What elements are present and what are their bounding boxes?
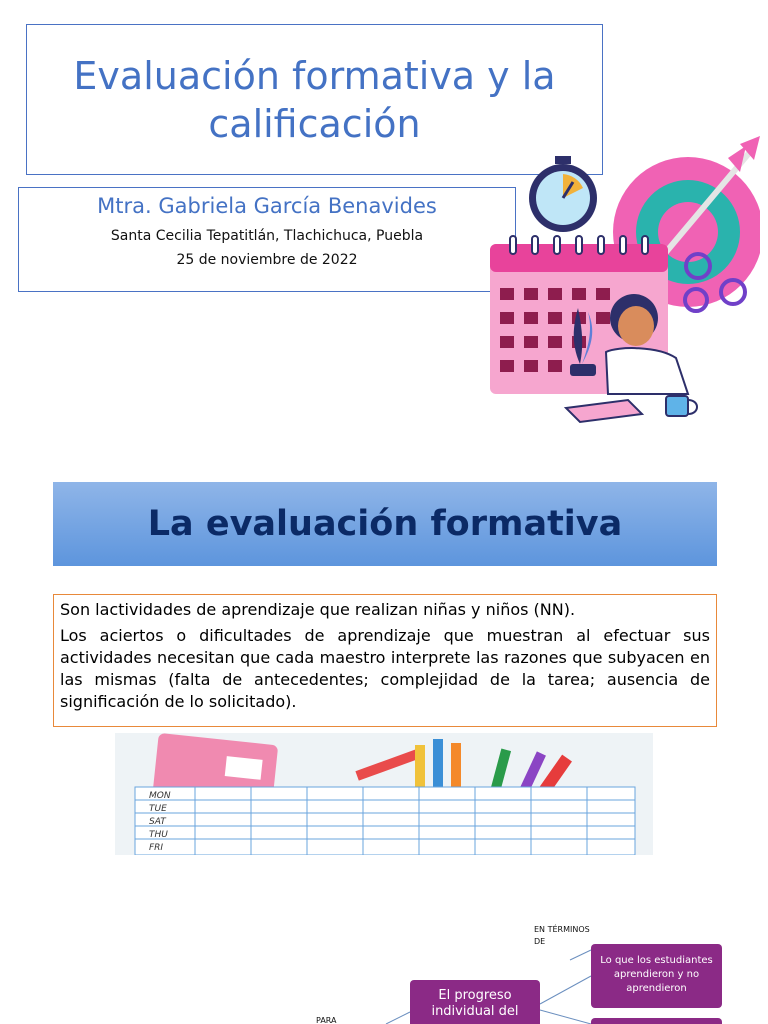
weekday-fri: FRI: [149, 843, 164, 853]
label-en-terminos-de: EN TÉRMINOS DE: [534, 925, 590, 946]
weekday-tue: TUE: [149, 804, 167, 814]
date-text: 25 de noviembre de 2022: [176, 252, 358, 268]
cup-icon: [666, 396, 697, 416]
section-banner: [53, 482, 717, 566]
definition-text-box: [53, 594, 717, 727]
weekday-sat: SAT: [149, 817, 166, 827]
location-text: Santa Cecilia Tepatitlán, Tlachichuca, Puebla: [110, 228, 424, 244]
stationery-image: [115, 733, 653, 855]
section-heading: La evaluación formativa: [147, 504, 623, 544]
calendar-illustration: [488, 132, 760, 427]
weekday-thu: THU: [149, 830, 168, 840]
schedule-sheet-icon: [135, 787, 635, 855]
stopwatch-icon: [529, 156, 597, 232]
node-progreso-individual: El progreso individual del: [410, 980, 540, 1024]
node-partial: [591, 1018, 722, 1024]
paragraph-1: Son lactividades de aprendizaje que realizan niñas y niños (NN).: [60, 600, 576, 619]
subtitle-box: [18, 187, 516, 292]
node-lo-que-aprendieron: Lo que los estudiantes aprendieron y no aprendieron: [591, 944, 722, 1008]
presentation-title: Evaluación formativa y la calificación: [73, 53, 556, 146]
author-name: Mtra. Gabriela García Benavides: [97, 194, 437, 218]
paragraph-2: Los aciertos o dificultades de aprendizaje que muestran al efectuar sus actividades necesitan que cada maestro interprete las razones que subyacen en las mismas (falta de antecedentes; complejidad de la tarea; ausencia de significación de lo solicitado).: [60, 626, 710, 711]
weekday-mon: MON: [149, 791, 171, 801]
label-para: PARA: [316, 1016, 337, 1024]
